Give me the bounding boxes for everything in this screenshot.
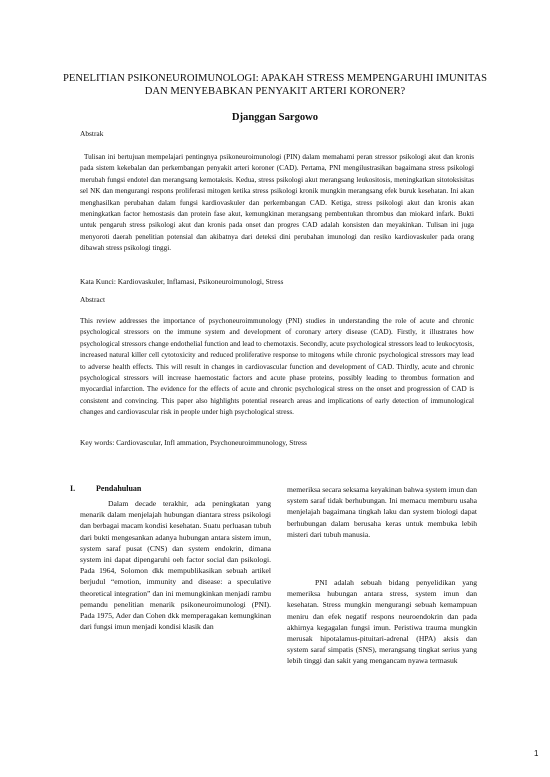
abstract-label: Abstract	[80, 295, 106, 304]
right-column-paragraph-1: memeriksa secara seksama keyakinan bahwa system imun dan system saraf tidak berhubungan. Ini memacu memburu usaha menjelajah bagaimana tingkah laku dan system biologi dapat berhubungan dalam berusaha keras untuk membuka lebih misteri dari tubuh manusia.	[287, 485, 477, 539]
abstrak-text: Tulisan ini bertujuan mempelajari pentingnya psikoneuroimunologi (PIN) dalam memahami peran stressor psikologi akut dan kronis pada sistem kekebalan dan perkembangan penyakit arteri koroner (CAD). Pertama, PNI mengilustrasikan bagaimana stress psikologi merubah fungsi endotel dan merangsang kemotaksis. Kedua, stress psikologi akut merangsang leukositosis, meningkatkan sitotoksisitas sel NK dan mengurangi respons proliferasi mitogen ketika stress psikologi kronik mungkin merangsang efek buruk kesehatan. Ini akan menghasilkan perubahan dalam fungsi kardiovaskuler dan perkembangan CAD. Ketiga, stress psikologi akut dan kronis akan meningkatkan factor hemostasis dan protein fase akut, kemungkinan merangsang pembentukan thrombus dan miokard infark. Bukti untuk pengaruh stress psikologi akut dan kronis pada onset dan progres CAD adalah konsisten dan meyakinkan. Tulisan ini juga menyoroti daerah penelitian potensial dan akibatnya dari deteksi dini perubahan imunologi dan resiko kardiovaskuler pada orang dibawah stress psikologi tinggi.	[80, 153, 474, 253]
page-number: 1	[534, 749, 539, 758]
kata-kunci: Kata Kunci: Kardiovaskuler, Inflamasi, Psikoneuroimunologi, Stress	[80, 277, 284, 286]
right-column-paragraph-2: PNI adalah sebuah bidang penyelidikan yang memeriksa hubungan antara stress, system imun dan kesehatan. Stress mungkin mengurangi sebuah kemampuan meniru dan efek negatif respons neuroendokrin dan pada akhirnya kegagalan fungsi imun. Peristiwa trauma mungkin merusak hipotalamus-pituitari-adrenal (HPA) aksis dan system saraf simpatis (SNS), merangsang tingkat serius yang lebih tinggi dan sakit yang mengancam nyawa termasuk	[287, 578, 477, 666]
abstrak-label: Abstrak	[80, 129, 104, 138]
section-title: Pendahuluan	[96, 484, 142, 493]
paper-title: PENELITIAN PSIKONEUROIMUNOLOGI: APAKAH STRESS MEMPENGARUHI IMUNITAS DAN MENYEBABKAN PENYAKIT ARTERI KORONER?	[63, 73, 487, 97]
left-column-text: Dalam decade terakhir, ada peningkatan yang menarik dalam menjelajah hubungan diantara stress psikologi dan berbagai macam kondisi kesehatan. Suatu perluasan tubuh dari bukti mengesankan adanya hubungan antara sistem imun, system saraf pusat (CNS) dan system endokrin, dimana system ini dapat dipengaruhi oeh factor social dan psikologi. Pada 1964, Solomon dkk mempublikasikan sebuah artikel berjudul “emotion, immunity and disease: a speculative theoretical integration” dan ini memungkinkan menjadi rambu pemandu penelitian menarik psikoneuroimunologi (PNI). Pada 1975, Ader dan Cohen dkk memperagakan kemungkinan dari fungsi imun menjadi kondisi klasik dan	[80, 499, 271, 632]
section-heading	[70, 484, 141, 493]
abstract-text: This review addresses the importance of psychoneuroimmunology (PNI) studies in understanding the role of acute and chronic psychological stressors on the immune system and development of coronary artery disease (CAD). Firstly, it illustrates how psychological stressors change endothelial function and lead to chemotaxis. Secondly, acute psychological stressors lead to leukocytosis, increased natural killer cell cytotoxicity and reduced proliferative response to mitogens while chronic psychological stressors may lead to adverse health effects. This will result in changes in cardiovascular function and development of CAD. Thirdly, acute and chronic psychological stressors will increase haemostatic factors and acute phase proteins, possibly leading to thrombus formation and myocardial infarction. The evidence for the effects of acute and chronic psychological stress on the onset and progression of CAD is consistent and convincing. This paper also highlights potential research areas and implications of early detection of immunological changes and cardiovascular risk in people under high psychological stress.	[80, 317, 474, 417]
paper-author: Djanggan Sargowo	[231, 112, 319, 123]
keywords: Key words: Cardiovascular, Infl ammation, Psychoneuroimmunology, Stress	[80, 438, 307, 447]
section-number: I.	[70, 484, 76, 493]
